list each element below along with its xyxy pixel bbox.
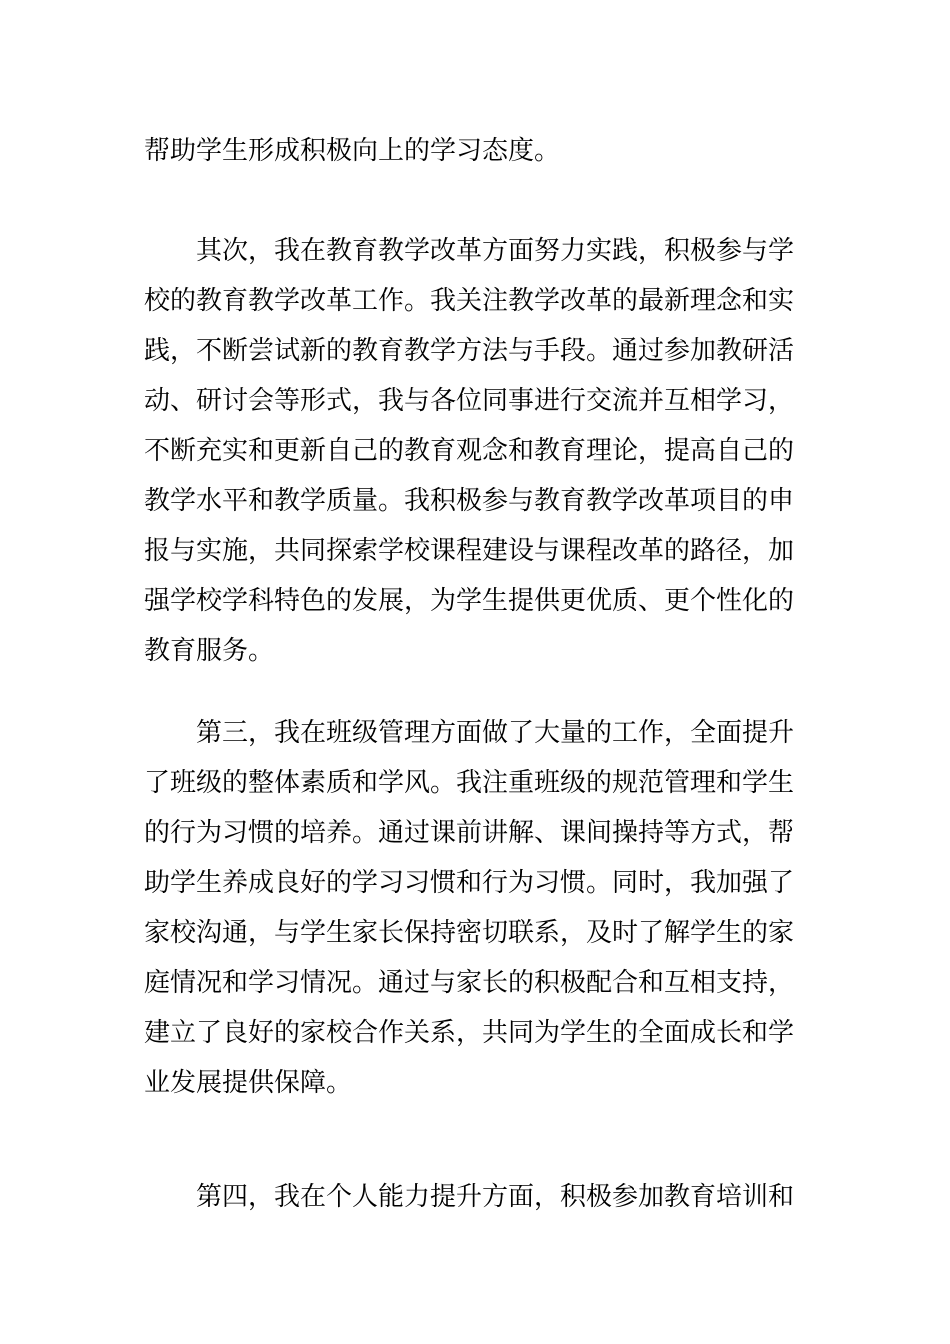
text-line: 业发展提供保障。	[144, 1068, 353, 1098]
text-line: 动、研讨会等形式，我与各位同事进行交流并互相学习，	[144, 386, 795, 416]
text-line: 教育服务。	[144, 636, 275, 666]
text-line: 不断充实和更新自己的教育观念和教育理论，提高自己的	[144, 436, 795, 466]
paragraph-continuation	[144, 126, 824, 176]
text-line: 第三，我在班级管理方面做了大量的工作，全面提升	[196, 718, 795, 748]
text-line: 的行为习惯的培养。通过课前讲解、课间操持等方式，帮	[144, 818, 795, 848]
text-line: 其次，我在教育教学改革方面努力实践，积极参与学	[196, 236, 795, 266]
text-line: 强学校学科特色的发展，为学生提供更优质、更个性化的	[144, 586, 795, 616]
text-line: 践，不断尝试新的教育教学方法与手段。通过参加教研活	[144, 336, 795, 366]
text-line: 校的教育教学改革工作。我关注教学改革的最新理念和实	[144, 286, 795, 316]
text-line: 庭情况和学习情况。通过与家长的积极配合和互相支持，	[144, 968, 795, 998]
text-line: 助学生养成良好的学习习惯和行为习惯。同时，我加强了	[144, 868, 795, 898]
text-line: 第四，我在个人能力提升方面，积极参加教育培训和	[196, 1182, 795, 1212]
text-line: 报与实施，共同探索学校课程建设与课程改革的路径，加	[144, 536, 795, 566]
paragraph-class-management	[144, 708, 824, 1108]
text-line: 建立了良好的家校合作关系，共同为学生的全面成长和学	[144, 1018, 795, 1048]
text-line: 家校沟通，与学生家长保持密切联系，及时了解学生的家	[144, 918, 795, 948]
text-line: 教学水平和教学质量。我积极参与教育教学改革项目的申	[144, 486, 795, 516]
paragraph-education-reform	[144, 226, 824, 676]
text-line: 帮助学生形成积极向上的学习态度。	[144, 136, 561, 166]
paragraph-personal-development	[144, 1172, 824, 1222]
text-line: 了班级的整体素质和学风。我注重班级的规范管理和学生	[144, 768, 795, 798]
